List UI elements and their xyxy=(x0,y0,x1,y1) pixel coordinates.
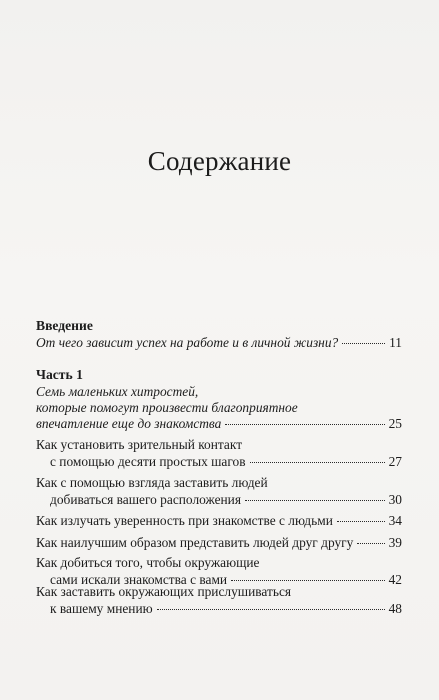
toc-entry xyxy=(50,453,402,470)
toc-entry xyxy=(50,600,402,617)
part-subtitle-line: которые помогут произвести благоприятное xyxy=(36,400,298,415)
dot-leader xyxy=(357,543,384,544)
toc-entry-line: добиваться вашего расположения xyxy=(50,492,242,507)
part-subtitle-line: впечатление еще до знакомства xyxy=(36,416,222,431)
toc-entry xyxy=(36,534,402,551)
toc-entry-line: Как установить зрительный контакт xyxy=(36,437,243,452)
part-subtitle-line: Семь маленьких хитростей, xyxy=(36,384,199,399)
toc-entry-line: сами искали знакомства с вами xyxy=(50,572,228,587)
toc-entry xyxy=(36,334,402,351)
toc-page-number: 25 xyxy=(388,416,402,431)
toc-page-number: 34 xyxy=(388,513,402,528)
toc-page-number: 30 xyxy=(388,492,402,507)
toc-page-number: 11 xyxy=(389,335,402,350)
toc-entry-line: Как излучать уверенность при знакомстве с людьми xyxy=(36,513,333,528)
dot-leader xyxy=(337,521,385,522)
toc-entry-line: Как добиться того, чтобы окружающие xyxy=(36,555,260,570)
dot-leader xyxy=(245,500,385,501)
dot-leader xyxy=(250,462,385,463)
dot-leader xyxy=(157,609,385,610)
section-heading-part1: Часть 1 xyxy=(36,367,83,382)
toc-page-number: 27 xyxy=(388,454,402,469)
toc-entry xyxy=(36,512,402,529)
dot-leader xyxy=(225,424,384,425)
dot-leader xyxy=(342,343,385,344)
toc-entry-line: с помощью десяти простых шагов xyxy=(50,454,246,469)
toc-entry xyxy=(36,415,402,432)
toc-page-number: 39 xyxy=(388,535,402,550)
toc-entry xyxy=(50,491,402,508)
toc-page-number: 48 xyxy=(388,601,402,616)
toc-page-number: 42 xyxy=(388,572,402,587)
page-title: Содержание xyxy=(147,146,292,176)
toc-entry-line: Как наилучшим образом представить людей друг другу xyxy=(36,535,354,550)
toc-entry-title: От чего зависит успех на работе и в личной жизни? xyxy=(36,335,339,350)
section-heading-intro: Введение xyxy=(36,318,93,333)
toc-entry-line: Как с помощью взгляда заставить людей xyxy=(36,475,268,490)
dot-leader xyxy=(231,580,385,581)
toc-entry-line: Как заставить окружающих прислушиваться xyxy=(36,584,292,599)
toc-entry-line: к вашему мнению xyxy=(50,601,153,616)
